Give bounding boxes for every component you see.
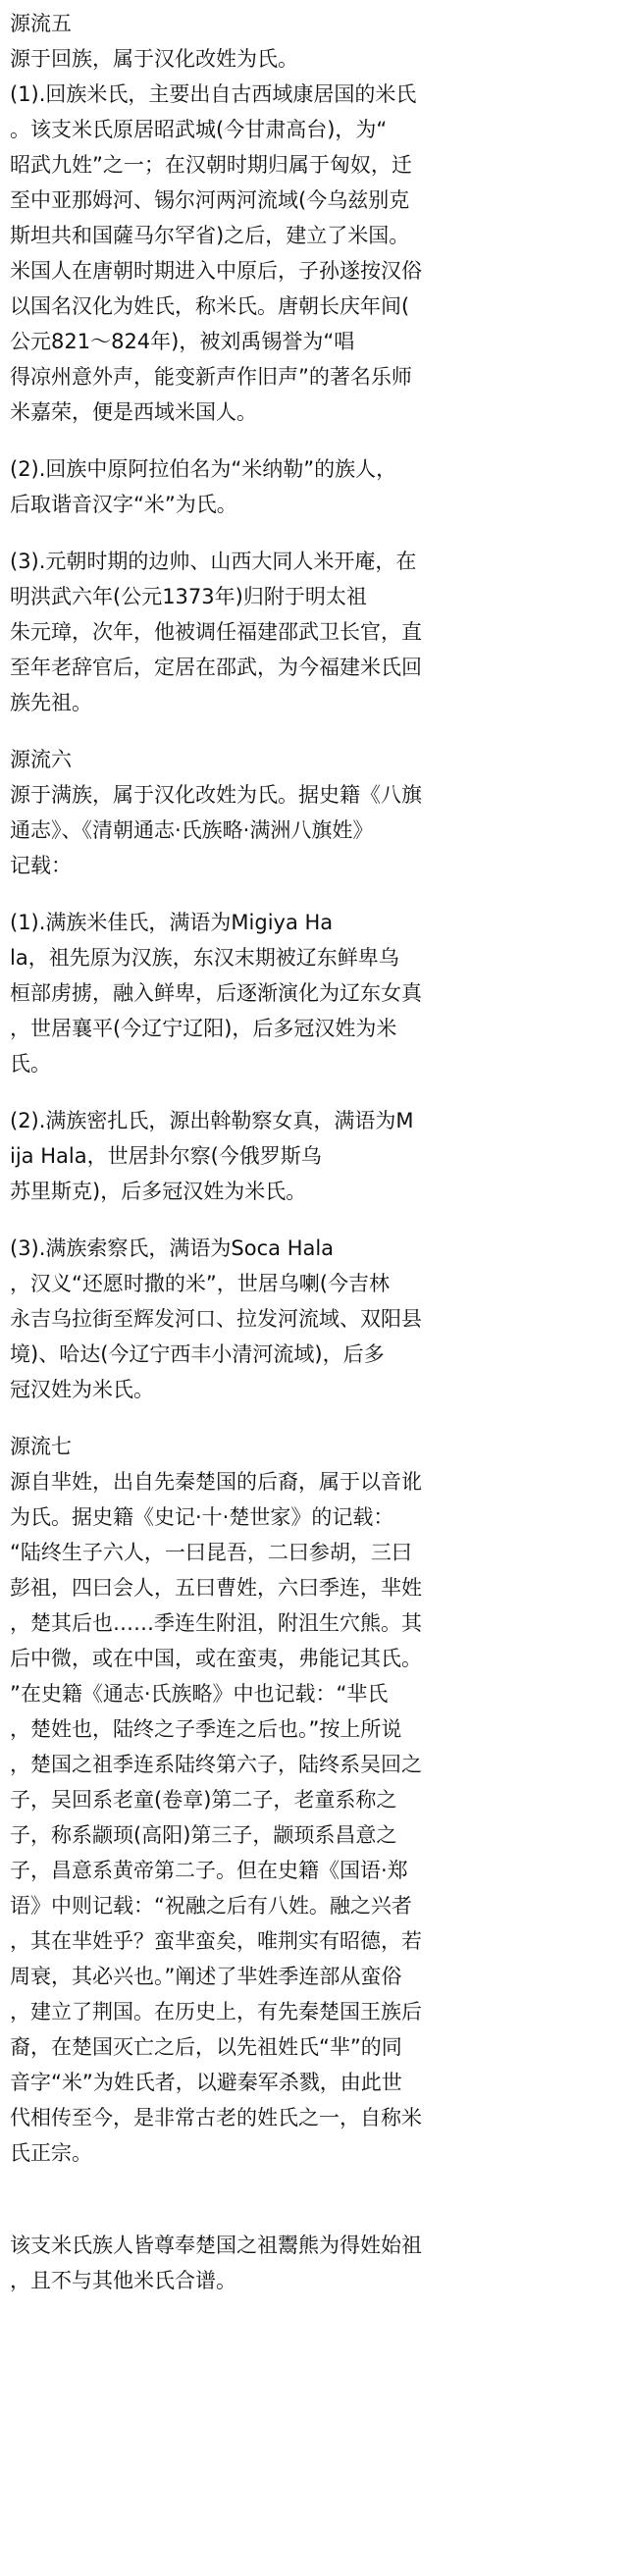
text-line: 氏正宗。 — [10, 2141, 92, 2165]
text-line: ，且不与其他米氏合谱。 — [10, 2269, 236, 2292]
text-line: 昭武九姓”之一；在汉朝时期归属于匈奴，迁 — [10, 153, 412, 177]
text-line: 。该支米氏原居昭武城(今甘肃高台)，为“ — [10, 118, 388, 141]
text-line: 境)、哈达(今辽宁西丰小清河流域)，后多 — [10, 1342, 385, 1366]
paragraph-origin-5-item-2 — [10, 451, 620, 522]
text-line: 该支米氏族人皆尊奉楚国之祖鬻熊为得姓始祖 — [10, 2234, 422, 2257]
section-title: 源流六 — [10, 748, 72, 771]
section-origin-5 — [10, 6, 620, 430]
text-line: 斯坦共和国薩马尔罕省)之后，建立了米国。 — [10, 224, 410, 247]
text-line: 源于满族，属于汉化改姓为氏。据史籍《八旗 — [10, 783, 422, 807]
text-line: 后取谐音汉字“米”为氏。 — [10, 493, 237, 516]
text-line: 朱元璋，次年，他被调任福建邵武卫长官，直 — [10, 620, 422, 644]
paragraph-origin-5-item-3 — [10, 544, 620, 720]
text-line: 彭祖，四曰会人，五曰曹姓，六曰季连，芈姓 — [10, 1576, 422, 1600]
text-line: ，其在芈姓乎？蛮芈蛮矣，唯荆实有昭德，若 — [10, 1929, 422, 1953]
section-origin-6 — [10, 742, 620, 883]
text-line: (1).满族米佳氏，满语为Migiya Ha — [10, 911, 334, 934]
text-line: 得凉州意外声，能变新声作旧声”的著名乐师 — [10, 365, 412, 389]
text-line: (3).满族索察氏，满语为Soca Hala — [10, 1236, 335, 1260]
text-line: (3).元朝时期的边帅、山西大同人米开庵，在 — [10, 550, 417, 573]
text-line: ，世居襄平(今辽宁辽阳)，后多冠汉姓为米 — [10, 1017, 397, 1040]
text-line: (2).回族中原阿拉伯名为“米纳勒”的族人， — [10, 457, 397, 481]
text-line: 米嘉荣，便是西域米国人。 — [10, 400, 257, 424]
text-line: 氏。 — [10, 1052, 51, 1076]
text-line: la，祖先原为汉族，东汉末期被辽东鲜卑乌 — [10, 946, 399, 970]
section-title: 源流五 — [10, 12, 72, 35]
text-line: 至中亚那姆河、锡尔河两河流域(今乌兹别克 — [10, 188, 410, 212]
text-line: “陆终生子六人，一曰昆吾，二曰参胡，三曰 — [10, 1541, 412, 1564]
text-line: 源自芈姓，出自先秦楚国的后裔，属于以音讹 — [10, 1470, 422, 1494]
text-line: 明洪武六年(公元1373年)归附于明太祖 — [10, 585, 367, 608]
text-line: 语》中则记载：“祝融之后有八姓。融之兴者 — [10, 1894, 412, 1918]
text-line: 子，吴回系老童(卷章)第二子，老童系称之 — [10, 1788, 397, 1812]
text-line: 以国名汉化为姓氏，称米氏。唐朝长庆年间( — [10, 294, 410, 318]
text-line: 族先祖。 — [10, 691, 92, 714]
text-line: 米国人在唐朝时期进入中原后，子孙遂按汉俗 — [10, 259, 422, 283]
text-line — [10, 2171, 620, 2206]
text-line: ，建立了荆国。在历史上，有先秦楚国王族后 — [10, 2000, 422, 2024]
text-line: ”在史籍《通志·氏族略》中也记载：“芈氏 — [10, 1682, 389, 1706]
paragraph-origin-6-item-1 — [10, 905, 620, 1081]
text-line: 冠汉姓为米氏。 — [10, 1378, 154, 1401]
text-line: 至年老辞官后，定居在邵武，为今福建米氏回 — [10, 656, 422, 679]
text-line: 子，昌意系黄帝第二子。但在史籍《国语·郑 — [10, 1859, 408, 1882]
text-line: 代相传至今，是非常古老的姓氏之一，自称米 — [10, 2106, 422, 2129]
text-line: 子，称系颛顼(高阳)第三子，颛顼系昌意之 — [10, 1823, 397, 1847]
paragraph-origin-6-item-2 — [10, 1103, 620, 1209]
section-title: 源流七 — [10, 1435, 72, 1458]
text-line: ，楚其后也……季连生附沮，附沮生穴熊。其 — [10, 1611, 422, 1635]
text-line: 源于回族，属于汉化改姓为氏。 — [10, 47, 298, 71]
text-line: ，楚姓也，陆终之子季连之后也。”按上所说 — [10, 1717, 402, 1741]
text-line: 裔，在楚国灭亡之后，以先祖姓氏“芈”的同 — [10, 2035, 402, 2059]
text-line: (2).满族密扎氏，源出斡勒察女真，满语为M — [10, 1109, 414, 1132]
text-line: 公元821～824年)，被刘禹锡誉为“唱 — [10, 330, 355, 353]
section-origin-7 — [10, 1429, 620, 2206]
text-line: 通志》、《清朝通志·氏族略·满洲八旗姓》 — [10, 818, 374, 842]
text-line: 后中微，或在中国，或在蛮夷，弗能记其氏。 — [10, 1647, 422, 1670]
text-line: 为氏。据史籍《史记·十·楚世家》的记载： — [10, 1505, 394, 1529]
text-line: 桓部虏掳，融入鲜卑，后逐渐演化为辽东女真 — [10, 981, 422, 1005]
text-line: 音字“米”为姓氏者，以避秦军杀戮，由此世 — [10, 2071, 402, 2094]
text-line: 周衰，其必兴也。”阐述了芈姓季连部从蛮俗 — [10, 1965, 402, 1988]
text-line: ，楚国之祖季连系陆终第六子，陆终系吴回之 — [10, 1753, 422, 1776]
text-line: 记载： — [10, 854, 72, 877]
text-line: 苏里斯克)，后多冠汉姓为米氏。 — [10, 1180, 307, 1203]
text-line: ，汉义“还愿时撒的米”，世居乌喇(今吉林 — [10, 1272, 390, 1295]
text-line: ija Hala，世居卦尔察(今俄罗斯乌 — [10, 1144, 322, 1168]
paragraph-origin-6-item-3 — [10, 1231, 620, 1407]
text-line: 永吉乌拉街至辉发河口、拉发河流域、双阳县 — [10, 1307, 422, 1331]
text-line: (1).回族米氏，主要出自古西域康居国的米氏 — [10, 82, 417, 106]
paragraph-origin-7-note — [10, 2228, 620, 2298]
